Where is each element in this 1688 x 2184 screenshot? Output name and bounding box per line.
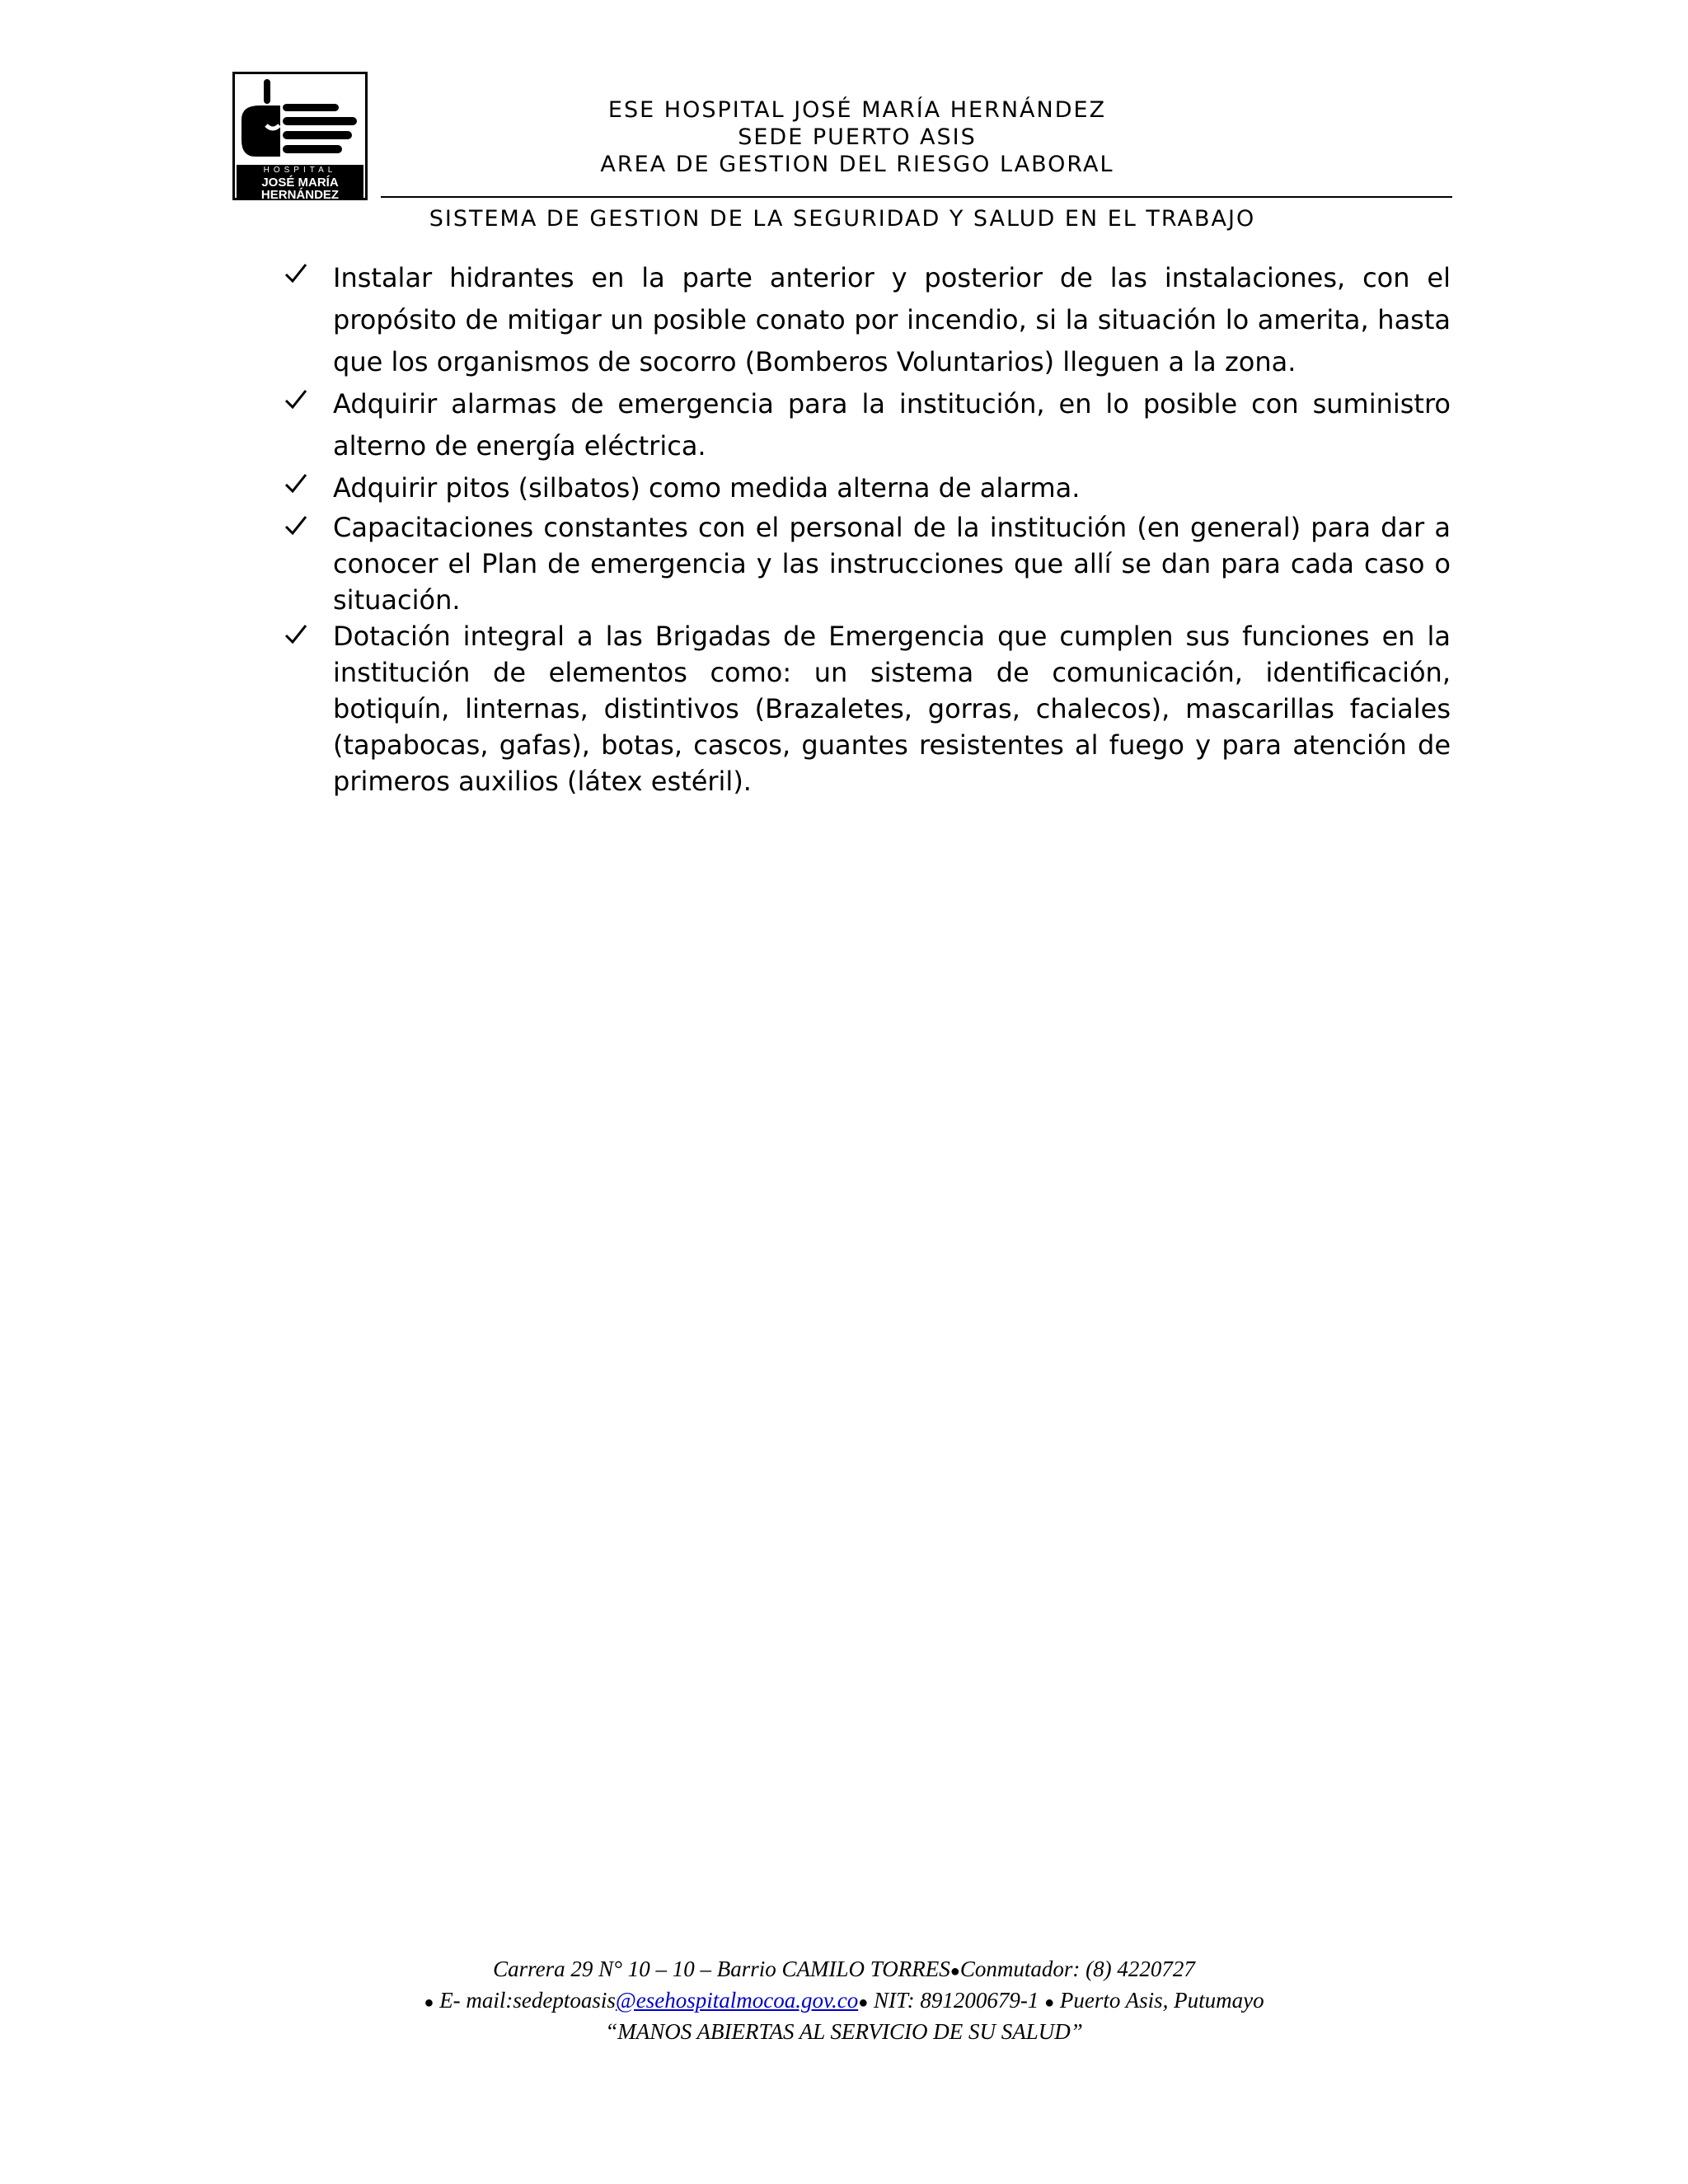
list-item-text: Dotación integral a las Brigadas de Emergencia que cumplen sus funciones en la institución de elementos como: un sistema de comunicación, identificación, botiquín, linternas, distintivos (Brazaletes, gorras, chalecos), mascarillas faciales (tapabocas, gafas), botas, cascos, guantes resistentes al fuego y para atención de primeros auxilios (látex estéril). (333, 621, 1451, 797)
list-item (284, 383, 1451, 467)
footer-email-prefix: E- mail:sedeptoasis (439, 1988, 616, 2013)
logo-subtitle-text: EMPRESA SOCIAL DEL ESTADO (251, 204, 349, 209)
list-item (284, 618, 1451, 799)
checkmark-icon (284, 260, 308, 285)
bullet-icon: ● (424, 1994, 434, 2012)
header-divider (381, 196, 1452, 198)
list-item-text: Adquirir pitos (silbatos) como medida alterna de alarma. (333, 472, 1081, 504)
hospital-logo (232, 72, 368, 209)
checklist (284, 257, 1451, 799)
footer-address-line (313, 1955, 1375, 1986)
checkmark-icon (284, 471, 308, 495)
footer-contact-line (313, 1986, 1375, 2018)
hand-logo-icon (235, 74, 365, 165)
bullet-icon: ● (858, 1994, 869, 2012)
logo-text-band (237, 165, 363, 209)
header-hospital-name: ESE HOSPITAL JOSÉ MARÍA HERNÁNDEZ (607, 97, 1107, 123)
checkmark-icon (284, 621, 308, 646)
footer-slogan: “MANOS ABIERTAS AL SERVICIO DE SU SALUD” (605, 2019, 1083, 2044)
bullet-icon: ● (950, 1962, 960, 1980)
page-footer (313, 1955, 1375, 2046)
list-item-text: Instalar hidrantes en la parte anterior y posterior de las instalaciones, con el propósito de mitigar un posible conato por incendio, si la situación lo amerita, hasta que los organismos de socorro (Bomberos Voluntarios) lleguen a la zona. (333, 262, 1451, 377)
logo-hospital-text: HOSPITAL (263, 166, 337, 175)
header-system-title: SISTEMA DE GESTION DE LA SEGURIDAD Y SALUD EN EL TRABAJO (429, 206, 1256, 232)
footer-address: Carrera 29 N° 10 – 10 – Barrio CAMILO TORRES (493, 1957, 950, 1981)
footer-email-link[interactable]: @esehospitalmocoa.gov.co (615, 1988, 859, 2013)
list-item-text: Capacitaciones constantes con el personal de la institución (en general) para dar a conocer el Plan de emergencia y las instrucciones que allí se dan para cada caso o situación. (333, 512, 1451, 616)
list-item-text: Adquirir alarmas de emergencia para la institución, en lo posible con suministro alterno de energía eléctrica. (333, 388, 1451, 462)
bullet-icon: ● (1044, 1994, 1055, 2012)
header-sede: SEDE PUERTO ASIS (738, 124, 977, 150)
header-area: AREA DE GESTION DEL RIESGO LABORAL (600, 152, 1114, 177)
list-item (284, 257, 1451, 383)
checkmark-icon (284, 513, 308, 537)
logo-name-text: JOSÉ MARÍA HERNÁNDEZ (260, 176, 340, 202)
footer-phone: Conmutador: (8) 4220727 (959, 1957, 1195, 1981)
footer-nit: NIT: 891200679-1 (874, 1988, 1039, 2013)
checkmark-icon (284, 387, 308, 411)
list-item (284, 509, 1451, 618)
footer-location: Puerto Asis, Putumayo (1059, 1988, 1264, 2013)
list-item (284, 467, 1451, 509)
